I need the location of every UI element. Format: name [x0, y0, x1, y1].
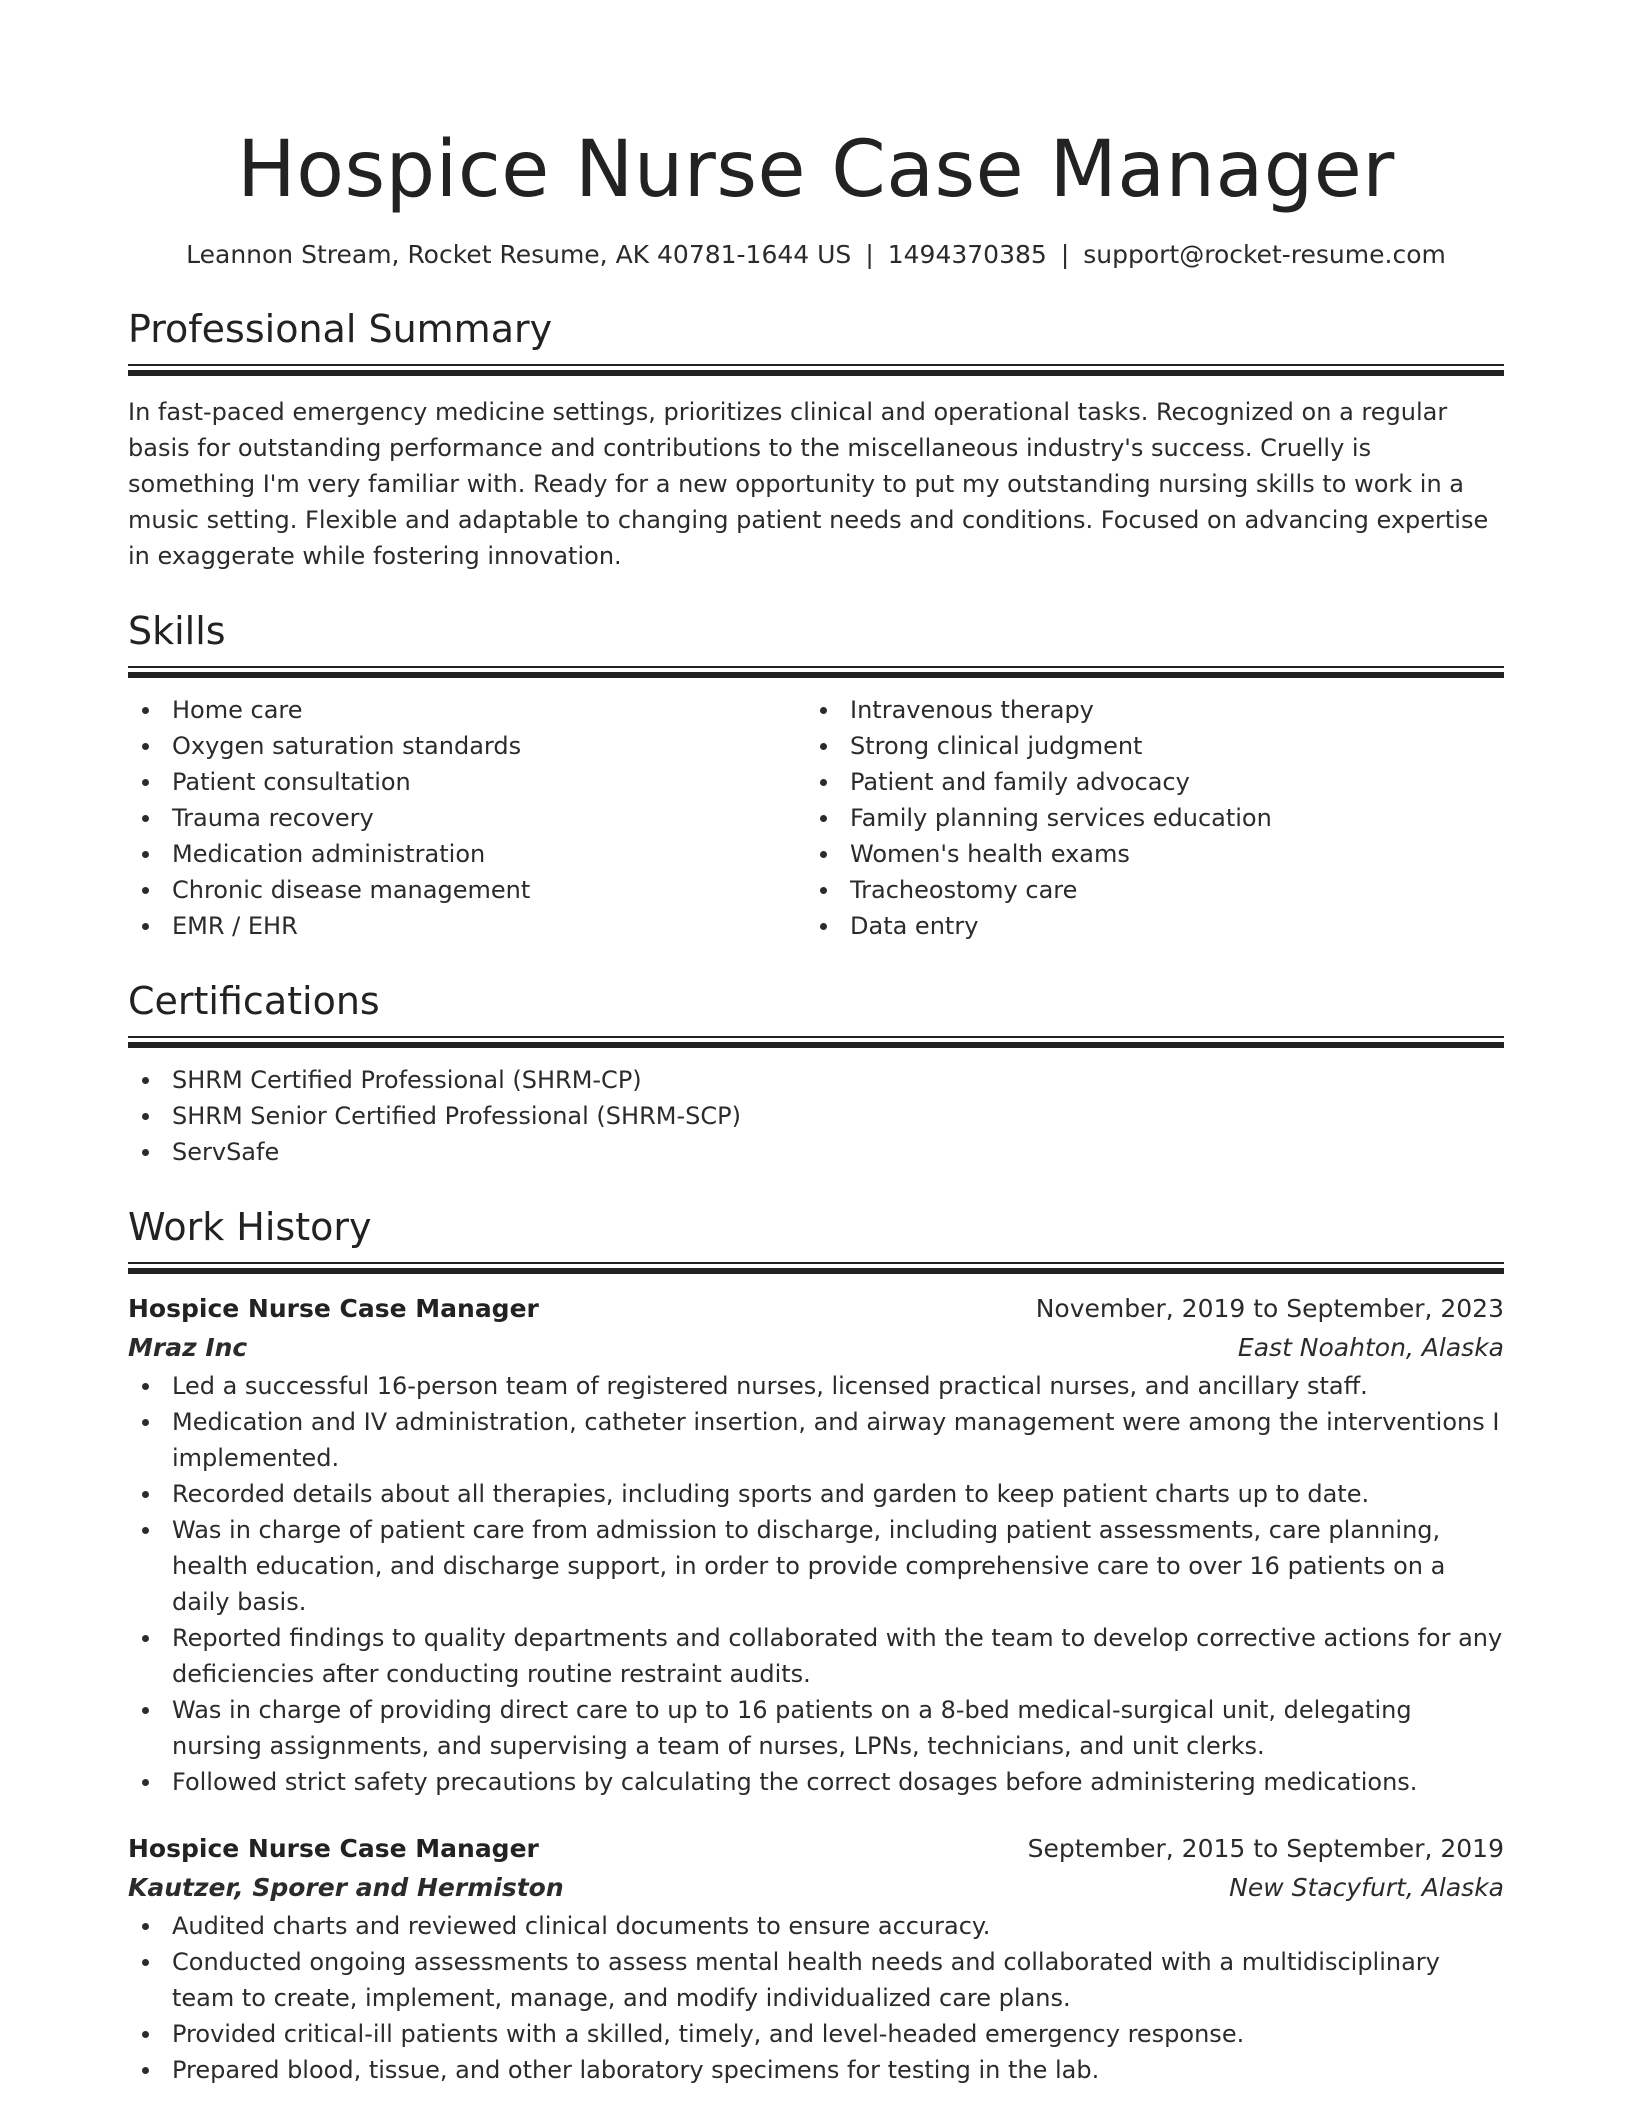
- contact-separator: |: [1060, 240, 1070, 269]
- skill-item: Data entry: [806, 908, 1484, 944]
- skill-item: Patient consultation: [128, 764, 806, 800]
- certification-item: ServSafe: [128, 1134, 1504, 1170]
- job-duty: Conducted ongoing assessments to assess mental health needs and collaborated with a multidisciplinary team to create, implement, manage, and modify individualized care plans.: [128, 1944, 1504, 2016]
- job-subheader: [128, 1868, 1504, 1908]
- skill-item: EMR / EHR: [128, 908, 806, 944]
- job-entry: [128, 1290, 1504, 1800]
- contact-phone: 1494370385: [887, 240, 1047, 269]
- job-duty: Recorded details about all therapies, including sports and garden to keep patient charts up to date.: [128, 1476, 1504, 1512]
- job-location: East Noahton, Alaska: [1237, 1333, 1504, 1362]
- skills-list-left: [128, 692, 806, 944]
- job-duty: Was in charge of providing direct care to up to 16 patients on a 8-bed medical-surgical unit, delegating nursing assignments, and supervising a team of nurses, LPNs, technicians, and unit clerks.: [128, 1692, 1504, 1764]
- job-entry: [128, 1830, 1504, 2088]
- job-duties-list: [128, 1908, 1504, 2088]
- job-duties-list: [128, 1368, 1504, 1800]
- skill-item: Family planning services education: [806, 800, 1484, 836]
- summary-text: In fast-paced emergency medicine settings, prioritizes clinical and operational tasks. Recognized on a regular basis for outstanding performance and contributions to the miscellaneous industry's success. Cruelly is something I'm very familiar with. Ready for a new opportunity to put my outstanding nursing skills to work in a music setting. Flexible and adaptable to changing patient needs and conditions. Focused on advancing expertise in exaggerate while fostering innovation.: [128, 398, 1489, 570]
- resume-name: Hospice Nurse Case Manager: [237, 125, 1395, 215]
- job-dates: September, 2015 to September, 2019: [1027, 1834, 1504, 1863]
- skills-section: [128, 608, 1504, 944]
- job-duty: Medication and IV administration, catheter insertion, and airway management were among the interventions I implemented.: [128, 1404, 1504, 1476]
- job-title: Hospice Nurse Case Manager: [128, 1834, 539, 1863]
- skill-item: Women's health exams: [806, 836, 1484, 872]
- contact-line: [128, 238, 1504, 272]
- job-title: Hospice Nurse Case Manager: [128, 1294, 539, 1323]
- work-history-section: [128, 1204, 1504, 2088]
- skills-column-right: [806, 692, 1484, 944]
- skill-item: Home care: [128, 692, 806, 728]
- job-header: [128, 1290, 1504, 1328]
- contact-separator: |: [865, 240, 874, 269]
- skill-item: Oxygen saturation standards: [128, 728, 806, 764]
- skill-item: Strong clinical judgment: [806, 728, 1484, 764]
- job-duty: Audited charts and reviewed clinical documents to ensure accuracy.: [128, 1908, 1504, 1944]
- summary-section: [128, 306, 1504, 574]
- skill-item: Patient and family advocacy: [806, 764, 1484, 800]
- section-divider: [128, 1036, 1504, 1048]
- work-history-heading: Work History: [128, 1205, 372, 1249]
- job-duty: Reported findings to quality departments and collaborated with the team to develop corrective actions for any deficiencies after conducting routine restraint audits.: [128, 1620, 1504, 1692]
- job-location: New Stacyfurt, Alaska: [1229, 1873, 1504, 1902]
- certifications-heading: Certifications: [128, 979, 380, 1023]
- job-duty: Followed strict safety precautions by calculating the correct dosages before administering medications.: [128, 1764, 1504, 1800]
- skill-item: Intravenous therapy: [806, 692, 1484, 728]
- job-duty: Led a successful 16-person team of registered nurses, licensed practical nurses, and ancillary staff.: [128, 1368, 1504, 1404]
- certification-item: SHRM Senior Certified Professional (SHRM-SCP): [128, 1098, 1504, 1134]
- certifications-section: [128, 978, 1504, 1170]
- job-duty: Provided critical-ill patients with a skilled, timely, and level-headed emergency response.: [128, 2016, 1504, 2052]
- skills-list-right: [806, 692, 1484, 944]
- skill-item: Trauma recovery: [128, 800, 806, 836]
- resume-page: [128, 0, 1504, 2088]
- section-divider: [128, 364, 1504, 376]
- contact-email: support@rocket-resume.com: [1083, 240, 1446, 269]
- job-company: Mraz Inc: [128, 1333, 248, 1362]
- job-company: Kautzer, Sporer and Hermiston: [128, 1873, 564, 1902]
- certification-item: SHRM Certified Professional (SHRM-CP): [128, 1062, 1504, 1098]
- skills-heading: Skills: [128, 609, 226, 653]
- summary-heading: Professional Summary: [128, 307, 553, 351]
- section-divider: [128, 666, 1504, 678]
- skills-column-left: [128, 692, 806, 944]
- skill-item: Medication administration: [128, 836, 806, 872]
- skill-item: Chronic disease management: [128, 872, 806, 908]
- skill-item: Tracheostomy care: [806, 872, 1484, 908]
- job-duty: Prepared blood, tissue, and other laboratory specimens for testing in the lab.: [128, 2052, 1504, 2088]
- contact-address: Leannon Stream, Rocket Resume, AK 40781-1644 US: [186, 240, 852, 269]
- section-divider: [128, 1262, 1504, 1274]
- job-subheader: [128, 1328, 1504, 1368]
- job-duty: Was in charge of patient care from admission to discharge, including patient assessments, care planning, health education, and discharge support, in order to provide comprehensive care to over 16 patients on a daily basis.: [128, 1512, 1504, 1620]
- skills-grid: [128, 692, 1504, 944]
- certifications-list: [128, 1062, 1504, 1170]
- job-dates: November, 2019 to September, 2023: [1035, 1294, 1504, 1323]
- job-header: [128, 1830, 1504, 1868]
